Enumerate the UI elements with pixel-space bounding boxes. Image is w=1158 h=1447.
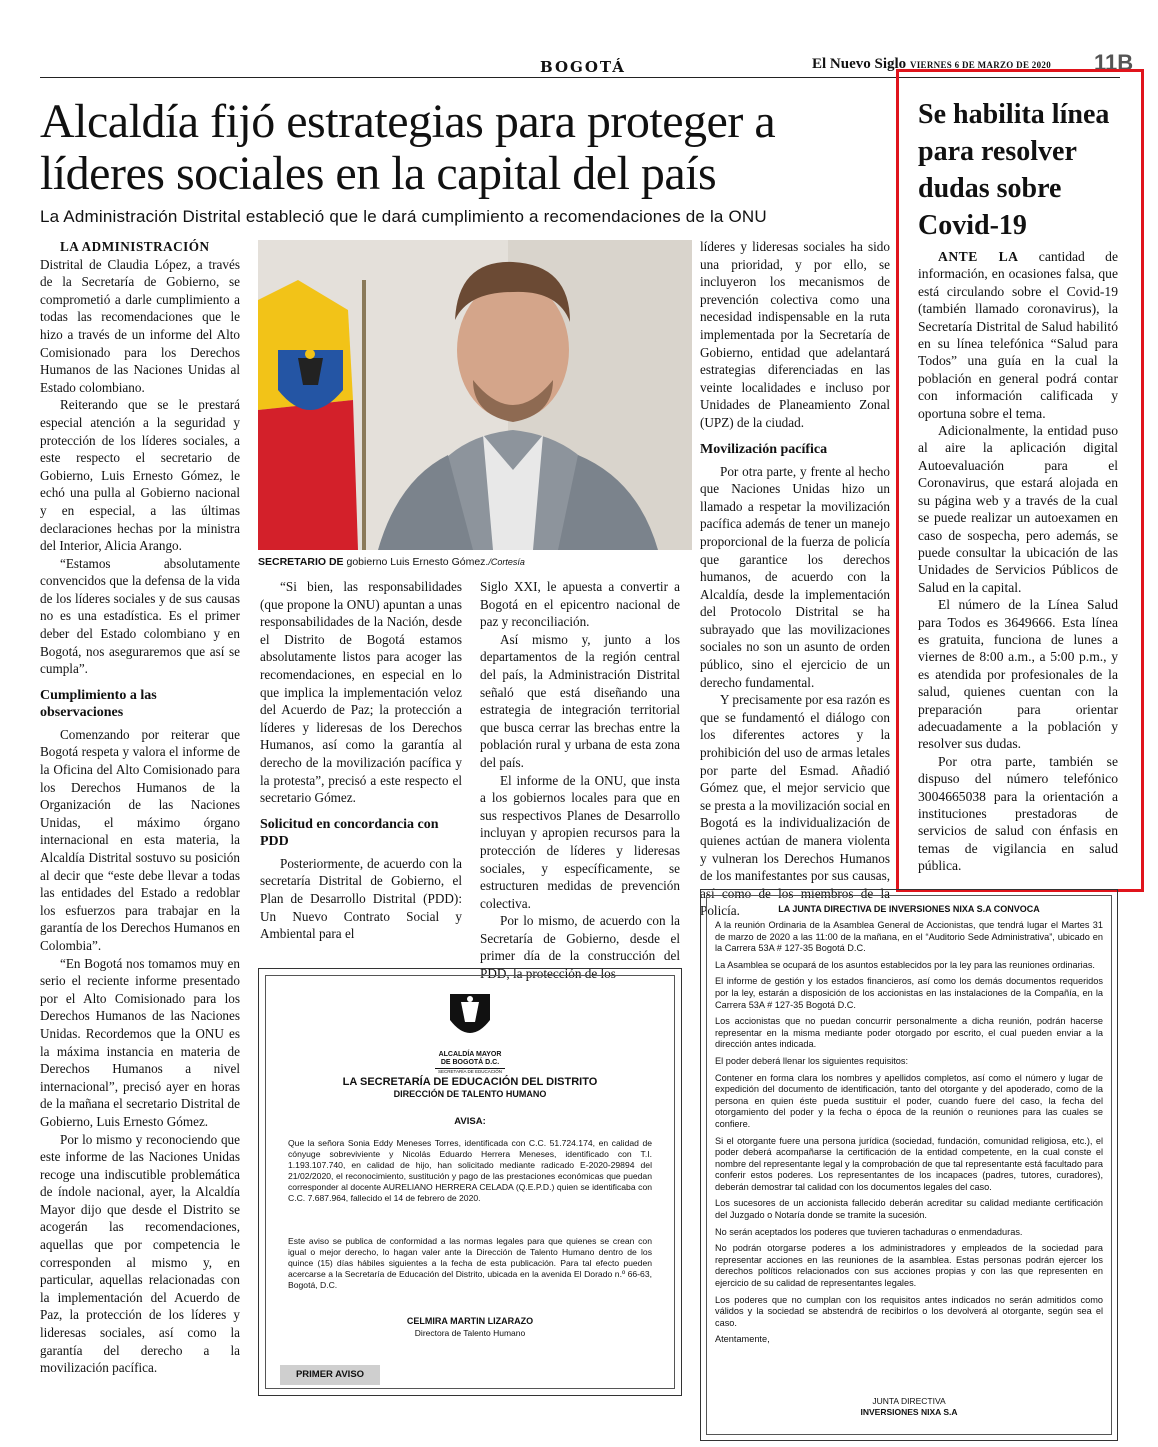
article-paragraph: Posteriormente, de acuerdo con la secretaría Distrital de Gobierno, el Plan de Desarrollo Distrital (PDD): Un Nuevo Contrato Social y Ambiental para el xyxy=(260,855,462,942)
ad-paragraph: A la reunión Ordinaria de la Asamblea General de Accionistas, que tendrá lugar el Martes 31 de marzo de 2020 a las 11:00 de la mañana, en el “Auditorio Sede Administrativa”, ubicado en la Carrera 53A # 127-35 Bogotá D.C. xyxy=(715,920,1103,954)
ad-paragraph: El informe de gestión y los estados financieros, así como los demás documentos requeridos por la ley, estarán a disposición de los accionistas en las instalaciones de la Compañía, en la Carrera 53A # 127-35 Bogotá D.C. xyxy=(715,976,1103,1010)
article-photo xyxy=(258,240,692,550)
subheading: Movilización pacífica xyxy=(700,441,828,457)
article-deck: La Administración Distrital estableció que le dará cumplimiento a recomendaciones de la ONU xyxy=(40,207,767,226)
article-paragraph: Reiterando que se le prestará especial atención a la seguridad y protección de los líderes sociales, a este respecto el secretario de Gobierno, Luis Ernesto Gómez, le echó una pulla al Gobierno nacional y en especial, a las últimas declaraciones hechas por la ministra del Interior, Alicia Arango. xyxy=(40,397,240,554)
subheading: Cumplimiento a las observaciones xyxy=(40,687,157,720)
article-paragraph: Y precisamente por esa razón es que se fundamentó el diálogo con los diferentes actores y la prohibición del uso de armas letales por parte del Esmad. Añadió Gómez que, el mejor servicio que se presta a la movilización social en Bogotá es la individualización de quienes actúan de manera violenta y vulneran los Derechos Humanos de los manifestantes por sus causas, así como de los miembros de la Policía. xyxy=(700,692,890,919)
ad-paragraph: Los poderes que no cumplan con los requisitos antes indicados no serán admitidos como válidos y la sociedad se abstendrá de recibirlos o los devolverá al otorgante, según sea el caso. xyxy=(715,1294,1103,1328)
nixa-assembly-notice-ad xyxy=(700,889,1118,1441)
seal-line-2: DE BOGOTÁ D.C. xyxy=(440,1059,500,1066)
bogota-seal xyxy=(266,990,674,1075)
first-notice-badge: PRIMER AVISO xyxy=(280,1365,380,1385)
education-notice-ad xyxy=(258,968,682,1396)
ad-title: LA JUNTA DIRECTIVA DE INVERSIONES NIXA S.A CONVOCA xyxy=(778,904,1040,914)
article-column-2 xyxy=(260,578,462,943)
ad-body-1: Que la señora Sonia Eddy Meneses Torres, identificada con C.C. 51.724.174, en calidad de cónyuge sobreviviente y Nicolás Eduardo Herrera Meneses, identificado con T.I. 1.193.107.740, en calidad de hijo, han solicitado mediante radicado E-2020-29894 del 21/02/2020, el reconocimiento, sustitución y pago de las prestaciones económicas que puedan corresponder al docente AURELIANO HERRERA CELADA (Q.E.P.D.) quien se identificaba con C.C. 7.687.964, fallecido el 14 de febrero de 2020. xyxy=(288,1138,652,1203)
bogota-shield-icon xyxy=(447,990,493,1046)
sidebar-title: Se habilita línea para resolver dudas sobre Covid-19 xyxy=(918,99,1110,241)
ad-paragraph: Los accionistas que no puedan concurrir personalmente a dicha reunión, podrán hacerse representar en la misma mediante poder otorgado por escrito, el cual pueden enviar a la dirección antes indicada. xyxy=(715,1016,1103,1050)
article-paragraph: Comenzando por reiterar que Bogotá respeta y valora el informe de la Oficina del Alto Comisionado para los Derechos Humanos de la Organización de las Naciones Unidas, el máximo órgano internacional en esta materia, la Alcaldía Distrital sostuvo su posición al decir que “este debe llevar a todas las entidades del Estado a redoblar los esfuerzos para trabajar en la garantía de los Derechos Humanos en Colombia”. xyxy=(40,726,240,953)
ad-paragraph: No podrán otorgarse poderes a los administradores y empleados de la sociedad para representar acciones en las reuniones de la asamblea. Estas personas podrán ejercer los derechos políticos relacionados con sus acciones propias y con las que representen en ejercicio de su calidad de representantes legales. xyxy=(715,1243,1103,1289)
ad-inner-border xyxy=(706,895,1112,1435)
ad-notice-label: AVISA: xyxy=(454,1116,486,1127)
ad-paragraph: Contener en forma clara los nombres y apellidos completos, así como el número y lugar de expedición del documento de identificación, tanto del otorgante y del apoderado, como de la persona en quien éste pueda sustituir el poder, cuando fuere del caso, la fecha del otorgamiento del poder y la fecha o época de la reunión o reuniones para las cuales se confiere. xyxy=(715,1072,1103,1129)
photo-illustration xyxy=(258,240,692,550)
sidebar-body xyxy=(918,248,1118,875)
page-number: 11B xyxy=(1094,50,1134,75)
ad-signer-1: JUNTA DIRECTIVA xyxy=(872,1396,946,1406)
article-column-3 xyxy=(480,578,680,983)
subheading: Solicitud en concordancia con PDD xyxy=(260,816,439,849)
ad-signature xyxy=(715,1396,1103,1418)
article-paragraph: Por lo mismo, de acuerdo con la Secretaría de Gobierno, desde el primer día de la construcción del PDD, la protección de los xyxy=(480,913,680,982)
ad-closing: Atentamente, xyxy=(715,1334,770,1345)
article-paragraph: LA ADMINISTRACIÓN Distrital de Claudia López, a través de la Secretaría de Gobierno, se comprometió a darle cumplimiento a todas las recomendaciones que le hizo a través de un informe del Alto Comisionado para los Derechos Humanos de las Naciones Unidas al Estado colombiano. xyxy=(40,239,240,395)
article-paragraph: “Si bien, las responsabilidades (que propone la ONU) apuntan a unas responsabilidades de la Nación, desde el Distrito de Bogotá estamos absolutamente listos para acoger las recomendaciones, en especial en lo que implica la implementación veloz del Acuerdo de Paz; la protección a líderes y lideresas de los Derechos Humanos, así como la garantía al derecho de la movilización pacífica y la protesta”, precisó a este respecto el secretario Gómez. xyxy=(260,579,462,806)
seal-line-3: SECRETARÍA DE EDUCACIÓN xyxy=(435,1068,505,1075)
article-paragraph: Por otra parte, y frente al hecho que Naciones Unidas hizo un llamado a respetar la movilización pacífica además de tener un manejo proporcional de la fuerza de policía que garantice los derechos humanos, de acuerdo con la Alcaldía, desde la implementación del Protocolo Distrital se ha subrayado que las movilizaciones sociales no son un asunto de orden público, sino el ejercicio de un derecho fundamental. xyxy=(700,463,890,690)
ad-signer-2: INVERSIONES NIXA S.A xyxy=(860,1407,958,1417)
ad-signer: CELMIRA MARTIN LIZARAZO xyxy=(406,1316,534,1326)
article-paragraph: Así mismo y, junto a los departamentos de la región central del país, la Administración Distrital señaló que está diseñando una estrategia de integración territorial que busca cerrar las brechas entre la población rural y urbana de esta zona del país. xyxy=(480,631,680,770)
ad-signer-title: Directora de Talento Humano xyxy=(414,1328,526,1338)
photo-caption xyxy=(258,556,692,568)
article-paragraph: “Estamos absolutamente convencidos que la defensa de la vida de los líderes sociales y de sus causas no es una estadística. Es el primer deber del Estado colombiano y en Bogotá, nos aseguraremos que así se cumpla”. xyxy=(40,555,240,677)
sidebar-kicker: ANTE LA xyxy=(938,249,1019,264)
article-column-4 xyxy=(700,238,890,920)
ad-paragraph: No serán aceptados los poderes que tuvieren tachaduras o enmendaduras. xyxy=(715,1226,1023,1237)
article-paragraph: Siglo XXI, le apuesta a convertir a Bogotá en el epicentro nacional de paz y reconciliación. xyxy=(480,579,680,630)
ad-title: LA SECRETARÍA DE EDUCACIÓN DEL DISTRITO xyxy=(342,1076,598,1088)
ad-body xyxy=(715,920,1103,1346)
article-paragraph: Por lo mismo y reconociendo que este informe de las Naciones Unidas recoge una indiscutible problemática de índole nacional, ayer, la Alcaldía Mayor dijo que desde el Distrito se acogerán las recomendaciones, aquellas que por competencia le corresponden al mismo y, en particular, aquellas relacionadas con la implementación del Acuerdo de Paz, la protección de los líderes y lideresas sociales, así como la garantía del derecho a la movilización pacífica. xyxy=(40,1131,240,1376)
article-paragraph: El informe de la ONU, que insta a los gobiernos locales para que en sus respectivos Planes de Desarrollo incluyan y apropien recursos para la protección de líderes y lideresas sociales, y específicamente, se estructuren medidas de prevención colectiva. xyxy=(480,772,680,911)
newspaper-name: El Nuevo Siglo xyxy=(812,56,907,72)
article-column-1 xyxy=(40,238,240,1377)
caption-kicker: SECRETARIO DE xyxy=(258,556,344,568)
ad-body-2: Este aviso se publica de conformidad a las normas legales para que quienes se crean con igual o mejor derecho, lo hagan valer ante la Dirección de Talento Humano dentro de los quince (15) días hábiles siguientes a la fecha de esta publicación. Para tal efecto pueden acercarse a la Secretaría de Educación del Distrito, ubicada en la avenida El Dorado n.º 66-63, Bogotá, D.C. xyxy=(288,1236,652,1290)
ad-paragraph: Los sucesores de un accionista fallecido deberán acreditar su calidad mediante certificación del Juzgado o Notaría donde se tramite la sucesión. xyxy=(715,1198,1103,1221)
caption-text: gobierno Luis Ernesto Gómez. xyxy=(346,556,489,568)
ad-inner-border xyxy=(265,975,675,1389)
sidebar-paragraph: ANTE LA cantidad de información, en ocasiones falsa, que está circulando sobre el Covid-19 (también llamado coronavirus), la Secretaría Distrital de Salud habilitó en su línea telefónica “Salud para Todos” una guía en la cual la población en general podrá contar con información calificada y oportuna sobre el tema. xyxy=(918,249,1118,421)
article-paragraph: líderes y lideresas sociales ha sido una prioridad, y por ello, se incluyeron los mecanismos de prevención colectiva como una necesidad indispensable en la ruta implementada por la Secretaría de Gobierno, entidad que adelantará estrategias diferenciadas en las veinte localidades e incluso por Unidades de Planeamiento Zonal (UPZ) de la ciudad. xyxy=(700,239,890,430)
photo-credit: /Cortesía xyxy=(488,557,525,567)
section-label: BOGOTÁ xyxy=(540,58,626,76)
ad-paragraph: El poder deberá llenar los siguientes requisitos: xyxy=(715,1055,909,1066)
flag-red-icon xyxy=(258,400,358,550)
lead-kicker: LA ADMINISTRACIÓN xyxy=(60,239,210,254)
issue-date: VIERNES 6 DE MARZO DE 2020 xyxy=(909,60,1052,70)
article-headline: Alcaldía fijó estrategias para proteger a líderes sociales en la capital del país xyxy=(40,95,776,200)
ad-paragraph: Si el otorgante fuere una persona jurídica (sociedad, fundación, comunidad religiosa, etc.), el poder deberá acompañarse la certificación de la entidad competente, en la cual conste el nombre del representante legal y la comprobación de que tal representante está facultado para conferir estos poderes. Los representantes de los incapaces (padres, tutores, curadores), deberán demostrar tal calidad con los documentos legales del caso. xyxy=(715,1135,1103,1192)
ad-subtitle: DIRECCIÓN DE TALENTO HUMANO xyxy=(393,1089,547,1099)
sidebar-paragraph: El número de la Línea Salud para Todos es 3649666. Esta línea es gratuita, funciona de lunes a viernes de 8:00 a.m., a 5:00 p.m., y es atendida por profesionales de la salud, quienes cuentan con la preparación para orientar adecuadamente a la población y resolver sus dudas. xyxy=(918,597,1118,752)
ad-paragraph: La Asamblea se ocupará de los asuntos establecidos por la ley para las reuniones ordinarias. xyxy=(715,959,1095,970)
article-paragraph: “En Bogotá nos tomamos muy en serio el reciente informe presentado por el Alto Comisionado para los Derechos Humanos de las Naciones Unidas. Recordemos que la ONU es la máxima instancia en materia de Derechos Humanos a nivel internacional”, precisó ayer en horas de la mañana el secretario Distrital de Gobierno, Luis Ernesto Gómez. xyxy=(40,955,240,1129)
sidebar-paragraph: Por otra parte, también se dispuso del número telefónico 3004665038 para la orientación a instituciones prestadoras de servicios de salud con énfasis en temas de vigilancia en salud pública. xyxy=(918,753,1118,874)
sidebar-paragraph: Adicionalmente, la entidad puso al aire la aplicación digital Autoevaluación para el Coronavirus, que estará alojada en su página web y a través de la cual se puede realizar un autoexamen en caso de sospecha, pero además, se puede consultar la ubicación de las Unidades de Servicios Públicos de Salud en la capital. xyxy=(918,423,1118,595)
seal-line-1: ALCALDÍA MAYOR xyxy=(438,1051,502,1058)
